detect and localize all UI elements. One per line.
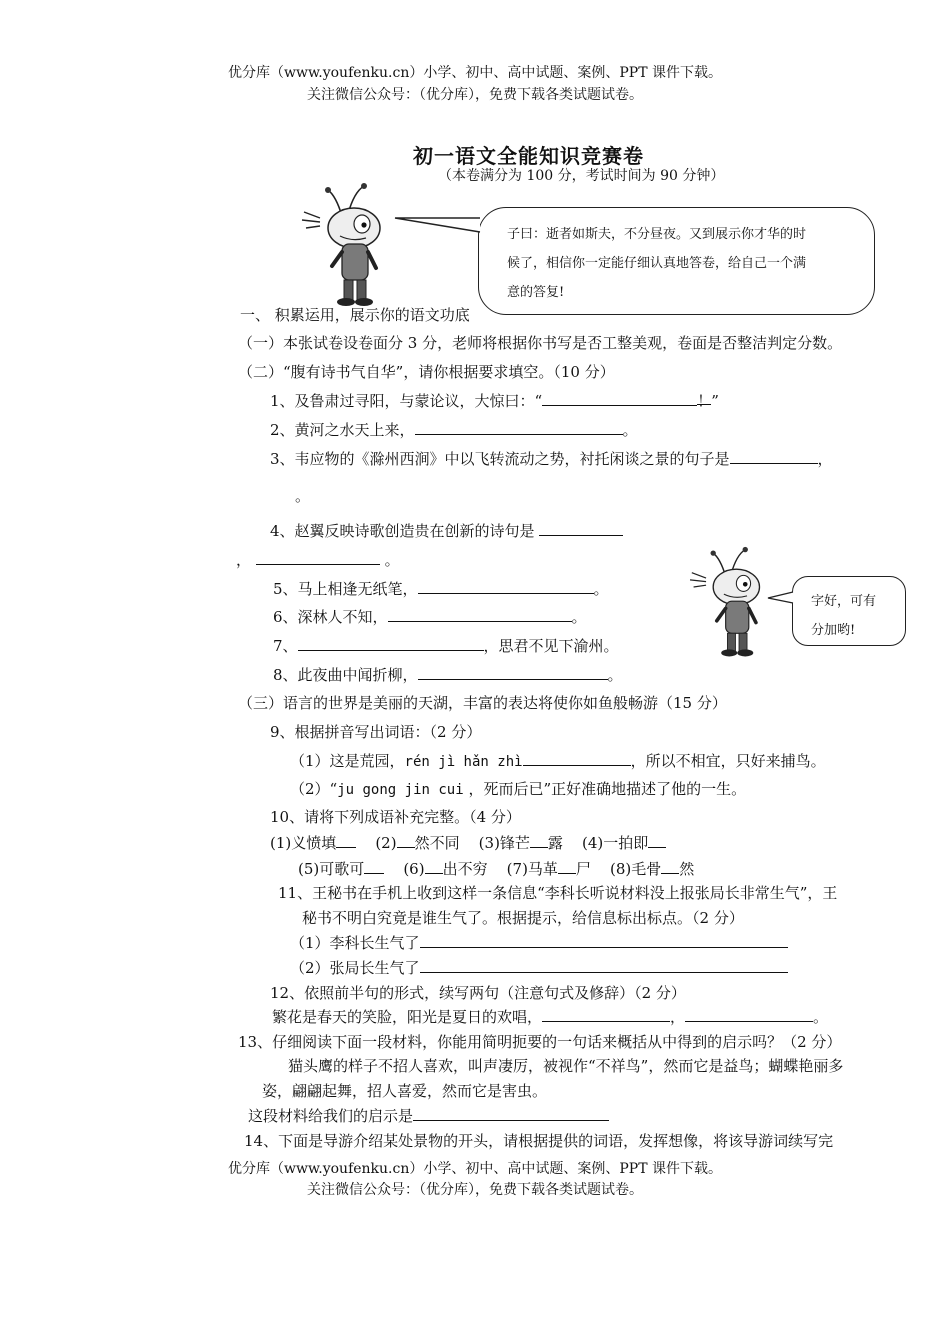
answer-blank[interactable] xyxy=(661,859,679,874)
question-13-title: 13、仔细阅读下面一段材料，你能用简明扼要的一句话来概括从中得到的启示吗？（2 分） xyxy=(238,1033,842,1051)
section-heading: 一、 积累运用，展示你的语文功底 xyxy=(240,306,470,324)
question-11-answer-1 xyxy=(290,932,788,953)
speech-bubble-encouragement xyxy=(478,207,875,315)
idiom-item: (4)一拍即 xyxy=(582,834,649,852)
idiom-item: 尸 xyxy=(575,860,591,878)
question-text: （1）李科长生气了 xyxy=(290,934,420,952)
speech-bubble-handwriting xyxy=(792,576,906,646)
part-1-instruction: （一）本张试卷设卷面分 3 分，老师将根据你书写是否工整美观，卷面是否整洁判定分数。 xyxy=(238,334,843,352)
question-text: ， xyxy=(670,1008,686,1026)
question-2 xyxy=(270,419,638,440)
answer-blank[interactable] xyxy=(388,607,572,622)
idiom-item: (7)马革 xyxy=(506,860,558,878)
question-13-material-2: 姿，翩翩起舞，招人喜爱，然而它是害虫。 xyxy=(262,1082,548,1100)
question-8 xyxy=(273,664,623,685)
answer-blank[interactable] xyxy=(542,1007,670,1022)
idiom-item: 然 xyxy=(679,860,695,878)
question-text: 1、及鲁肃过寻阳，与蒙论议，大惊曰：“ xyxy=(270,392,543,410)
question-text: ，所以不相宜，只好来捕鸟。 xyxy=(630,752,826,770)
answer-blank[interactable] xyxy=(418,579,594,594)
question-text: ，死而后已”正好准确地描述了他的一生。 xyxy=(468,780,747,798)
page-subtitle: （本卷满分为 100 分，考试时间为 90 分钟） xyxy=(438,168,725,184)
question-5 xyxy=(273,578,609,599)
bubble-line: 候了，相信你一定能仔细认真地答卷，给自己一个满 xyxy=(507,256,807,271)
answer-blank[interactable] xyxy=(420,958,788,973)
question-text: 2、黄河之水天上来， xyxy=(270,421,415,439)
speech-bubble-tail xyxy=(395,216,485,236)
question-11-line-1: 11、王秘书在手机上收到这样一条信息“李科长听说材料没上报张局长非常生气”，王 xyxy=(278,884,838,902)
answer-blank[interactable] xyxy=(685,1007,813,1022)
question-text: 。 xyxy=(593,580,609,598)
question-11-answer-2 xyxy=(290,957,788,978)
question-6 xyxy=(273,606,587,627)
answer-blank[interactable] xyxy=(523,751,631,766)
answer-blank[interactable] xyxy=(420,933,788,948)
question-text: 4、赵翼反映诗歌创造贵在创新的诗句是 xyxy=(270,522,535,540)
answer-blank[interactable] xyxy=(413,1106,609,1121)
question-text: ， xyxy=(236,551,252,569)
header-line-2: 关注微信公众号：（优分库），免费下载各类试题试卷。 xyxy=(307,87,643,103)
footer-line-1: 优分库（www.youfenku.cn）小学、初中、高中试题、案例、PPT 课件下载。 xyxy=(227,1161,722,1177)
question-4-continued xyxy=(236,549,400,570)
question-text: 6、深林人不知， xyxy=(273,608,388,626)
question-14: 14、下面是导游介绍某处景物的开头，请根据提供的词语，发挥想像，将该导游词续写完 xyxy=(244,1132,834,1150)
question-text: 5、马上相逢无纸笔， xyxy=(273,580,418,598)
question-text: 繁花是春天的笑脸，阳光是夏日的欢唱， xyxy=(272,1008,543,1026)
question-9-2 xyxy=(290,778,746,799)
question-text: 。 xyxy=(607,666,623,684)
cartoon-bug-figure xyxy=(298,182,398,310)
idiom-item: (6) xyxy=(403,860,425,878)
question-11-line-2: 秘书不明白究竟是谁生气了。根据提示，给信息标出标点。（2 分） xyxy=(302,909,744,927)
idiom-item: (3)锋芒 xyxy=(478,834,530,852)
question-text: ，思君不见下渝州。 xyxy=(483,637,619,655)
answer-blank-mark: ！ xyxy=(697,392,713,410)
idiom-row-1 xyxy=(270,832,666,853)
bubble-line: 子曰：逝者如斯夫，不分昼夜。又到展示你才华的时 xyxy=(507,227,807,242)
idiom-item: (5)可歌可 xyxy=(298,860,365,878)
question-text: 。 xyxy=(571,608,587,626)
question-4 xyxy=(270,520,623,541)
answer-blank[interactable] xyxy=(425,859,443,874)
answer-blank[interactable] xyxy=(648,833,666,848)
question-text: ， xyxy=(817,450,833,468)
question-7 xyxy=(273,635,619,656)
question-text: 这段材料给我们的启示是 xyxy=(248,1107,414,1125)
question-10-title: 10、请将下列成语补充完整。（4 分） xyxy=(270,808,521,826)
question-text: 7、 xyxy=(273,637,298,655)
question-3-end: 。 xyxy=(295,487,311,505)
cartoon-bug-figure xyxy=(686,546,776,660)
question-text: ” xyxy=(711,392,719,410)
question-9-title: 9、根据拼音写出词语：（2 分） xyxy=(270,723,482,741)
bubble-line: 分加哟! xyxy=(811,623,856,638)
question-text: 。 xyxy=(813,1008,829,1026)
question-13-answer xyxy=(248,1105,609,1126)
answer-blank[interactable] xyxy=(256,550,380,565)
answer-blank[interactable] xyxy=(539,521,623,536)
question-text: （2）张局长生气了 xyxy=(290,959,420,977)
part-3-heading: （三）语言的世界是美丽的天湖，丰富的表达将使你如鱼般畅游（15 分） xyxy=(238,694,727,712)
answer-blank[interactable] xyxy=(542,391,697,406)
answer-blank[interactable] xyxy=(418,665,608,680)
question-text: （2）“ xyxy=(290,780,338,798)
idiom-item: 出不穷 xyxy=(442,860,488,878)
idiom-row-2 xyxy=(298,858,694,879)
idiom-item: 露 xyxy=(547,834,563,852)
pinyin-text: rén jì hǎn zhì xyxy=(404,754,523,770)
speech-bubble-tail xyxy=(768,590,794,606)
question-12-title: 12、依照前半句的形式，续写两句（注意句式及修辞）（2 分） xyxy=(270,984,686,1002)
header-line-1: 优分库（www.youfenku.cn）小学、初中、高中试题、案例、PPT 课件下载。 xyxy=(227,65,722,81)
idiom-item: 然不同 xyxy=(414,834,460,852)
question-text: 3、韦应物的《滁州西涧》中以飞转流动之势，衬托闲谈之景的句子是 xyxy=(270,450,730,468)
bubble-line: 意的答复! xyxy=(507,285,565,300)
question-1 xyxy=(270,390,719,411)
page-title: 初一语文全能知识竞赛卷 xyxy=(413,144,644,168)
question-text: （1）这是荒园， xyxy=(290,752,405,770)
question-9-1 xyxy=(290,750,826,771)
answer-blank[interactable] xyxy=(530,833,548,848)
answer-blank[interactable] xyxy=(415,420,623,435)
question-text: 。 xyxy=(384,551,400,569)
answer-blank[interactable] xyxy=(364,859,384,874)
answer-blank[interactable] xyxy=(558,859,576,874)
idiom-item: (8)毛骨 xyxy=(610,860,662,878)
question-text: 。 xyxy=(622,421,638,439)
part-2-heading: （二）“腹有诗书气自华”，请你根据要求填空。（10 分） xyxy=(238,363,615,381)
pinyin-text: ju gong jin cui xyxy=(337,782,464,798)
idiom-item: (1)义愤填 xyxy=(270,834,337,852)
answer-blank[interactable] xyxy=(298,636,484,651)
answer-blank[interactable] xyxy=(730,449,818,464)
question-12-sentence xyxy=(272,1006,828,1027)
question-text: 8、此夜曲中闻折柳， xyxy=(273,666,418,684)
answer-blank[interactable] xyxy=(336,833,356,848)
question-13-material-1: 猫头鹰的样子不招人喜欢，叫声凄厉，被视作“不祥鸟”，然而它是益鸟；蝴蝶艳丽多 xyxy=(288,1057,844,1075)
footer-line-2: 关注微信公众号：（优分库），免费下载各类试题试卷。 xyxy=(307,1182,643,1198)
bubble-line: 字好，可有 xyxy=(811,594,877,609)
idiom-item: (2) xyxy=(375,834,397,852)
question-3 xyxy=(270,448,833,469)
answer-blank[interactable] xyxy=(397,833,415,848)
